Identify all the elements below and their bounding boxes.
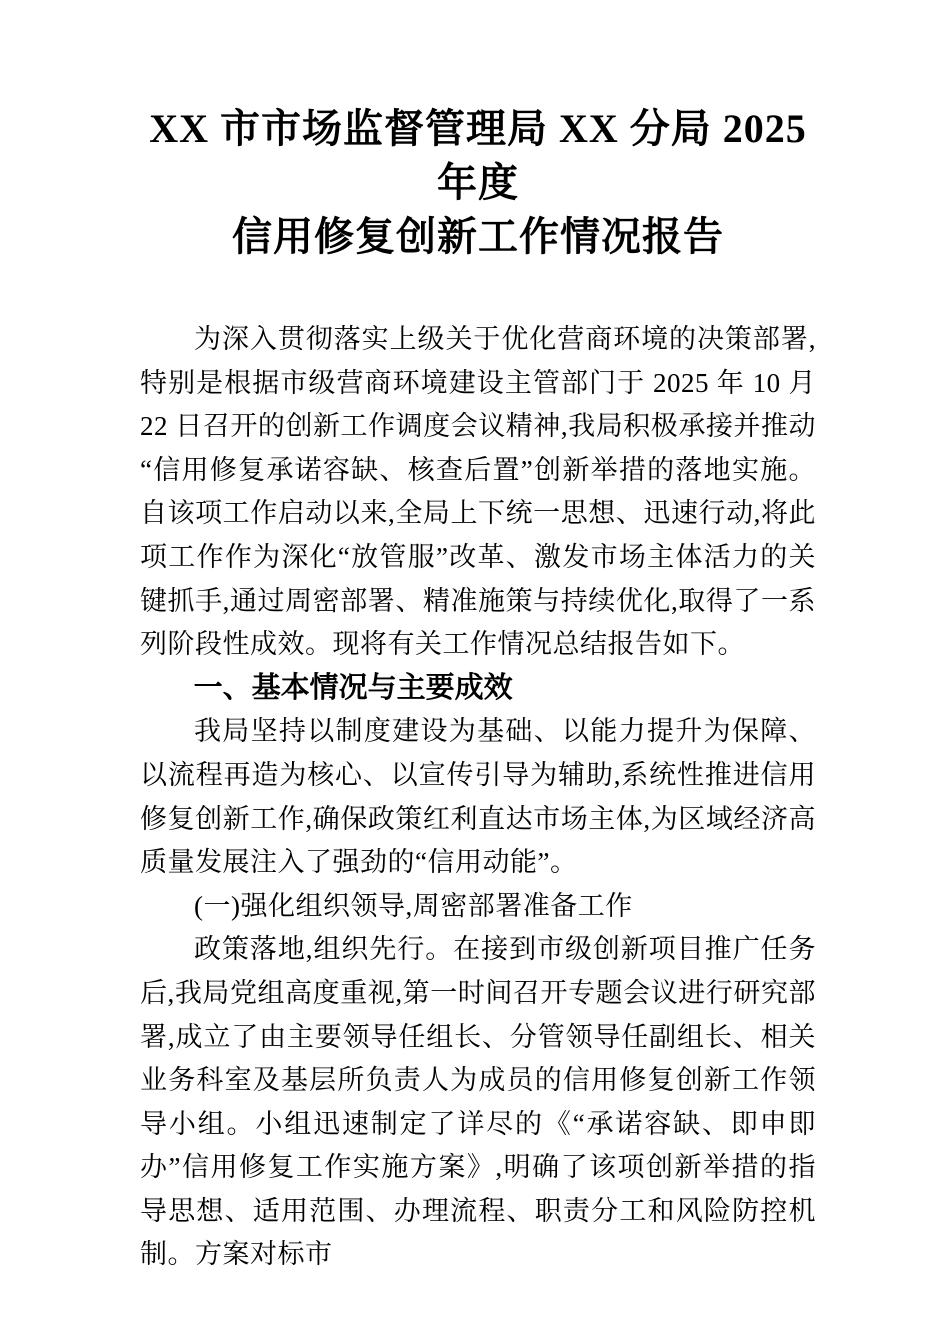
intro-paragraph: 为深入贯彻落实上级关于优化营商环境的决策部署,特别是根据市级营商环境建设主管部门于 2025 年 10 月 22 日召开的创新工作调度会议精神,我局积极承接并推动“信用修复承诺容缺、核查后置”创新举措的落地实施。自该项工作启动以来,全局上下统一思想、迅速行动,将此项工作作为深化“放管服”改革、激发市场主体活力的关键抓手,通过周密部署、精准施策与持续优化,取得了一系列阶段性成效。现将有关工作情况总结报告如下。 bbox=[140, 324, 816, 660]
document-title bbox=[140, 102, 816, 264]
section-1-paragraph: 我局坚持以制度建设为基础、以能力提升为保障、以流程再造为核心、以宣传引导为辅助,系统性推进信用修复创新工作,确保政策红利直达市场主体,为区域经济高质量发展注入了强劲的“信用动能”。 bbox=[140, 716, 816, 878]
section-1-heading: 一、基本情况与主要成效 bbox=[193, 671, 513, 704]
subsection-1-1-heading: (一)强化组织领导,周密部署准备工作 bbox=[194, 890, 633, 921]
subsection-1-1-paragraph: 政策落地,组织先行。在接到市级创新项目推广任务后,我局党组高度重视,第一时间召开专题会议进行研究部署,成立了由主要领导任组长、分管领导任副组长、相关业务科室及基层所负责人为成员的信用修复创新工作领导小组。小组迅速制定了详尽的《“承诺容缺、即申即办”信用修复工作实施方案》,明确了该项创新举措的指导思想、适用范围、办理流程、职责分工和风险防控机制。方案对标市 bbox=[140, 934, 816, 1270]
document-title-line-1: XX 市市场监督管理局 XX 分局 2025 年度 bbox=[149, 106, 807, 205]
document-title-line-2: 信用修复创新工作情况报告 bbox=[232, 214, 724, 259]
